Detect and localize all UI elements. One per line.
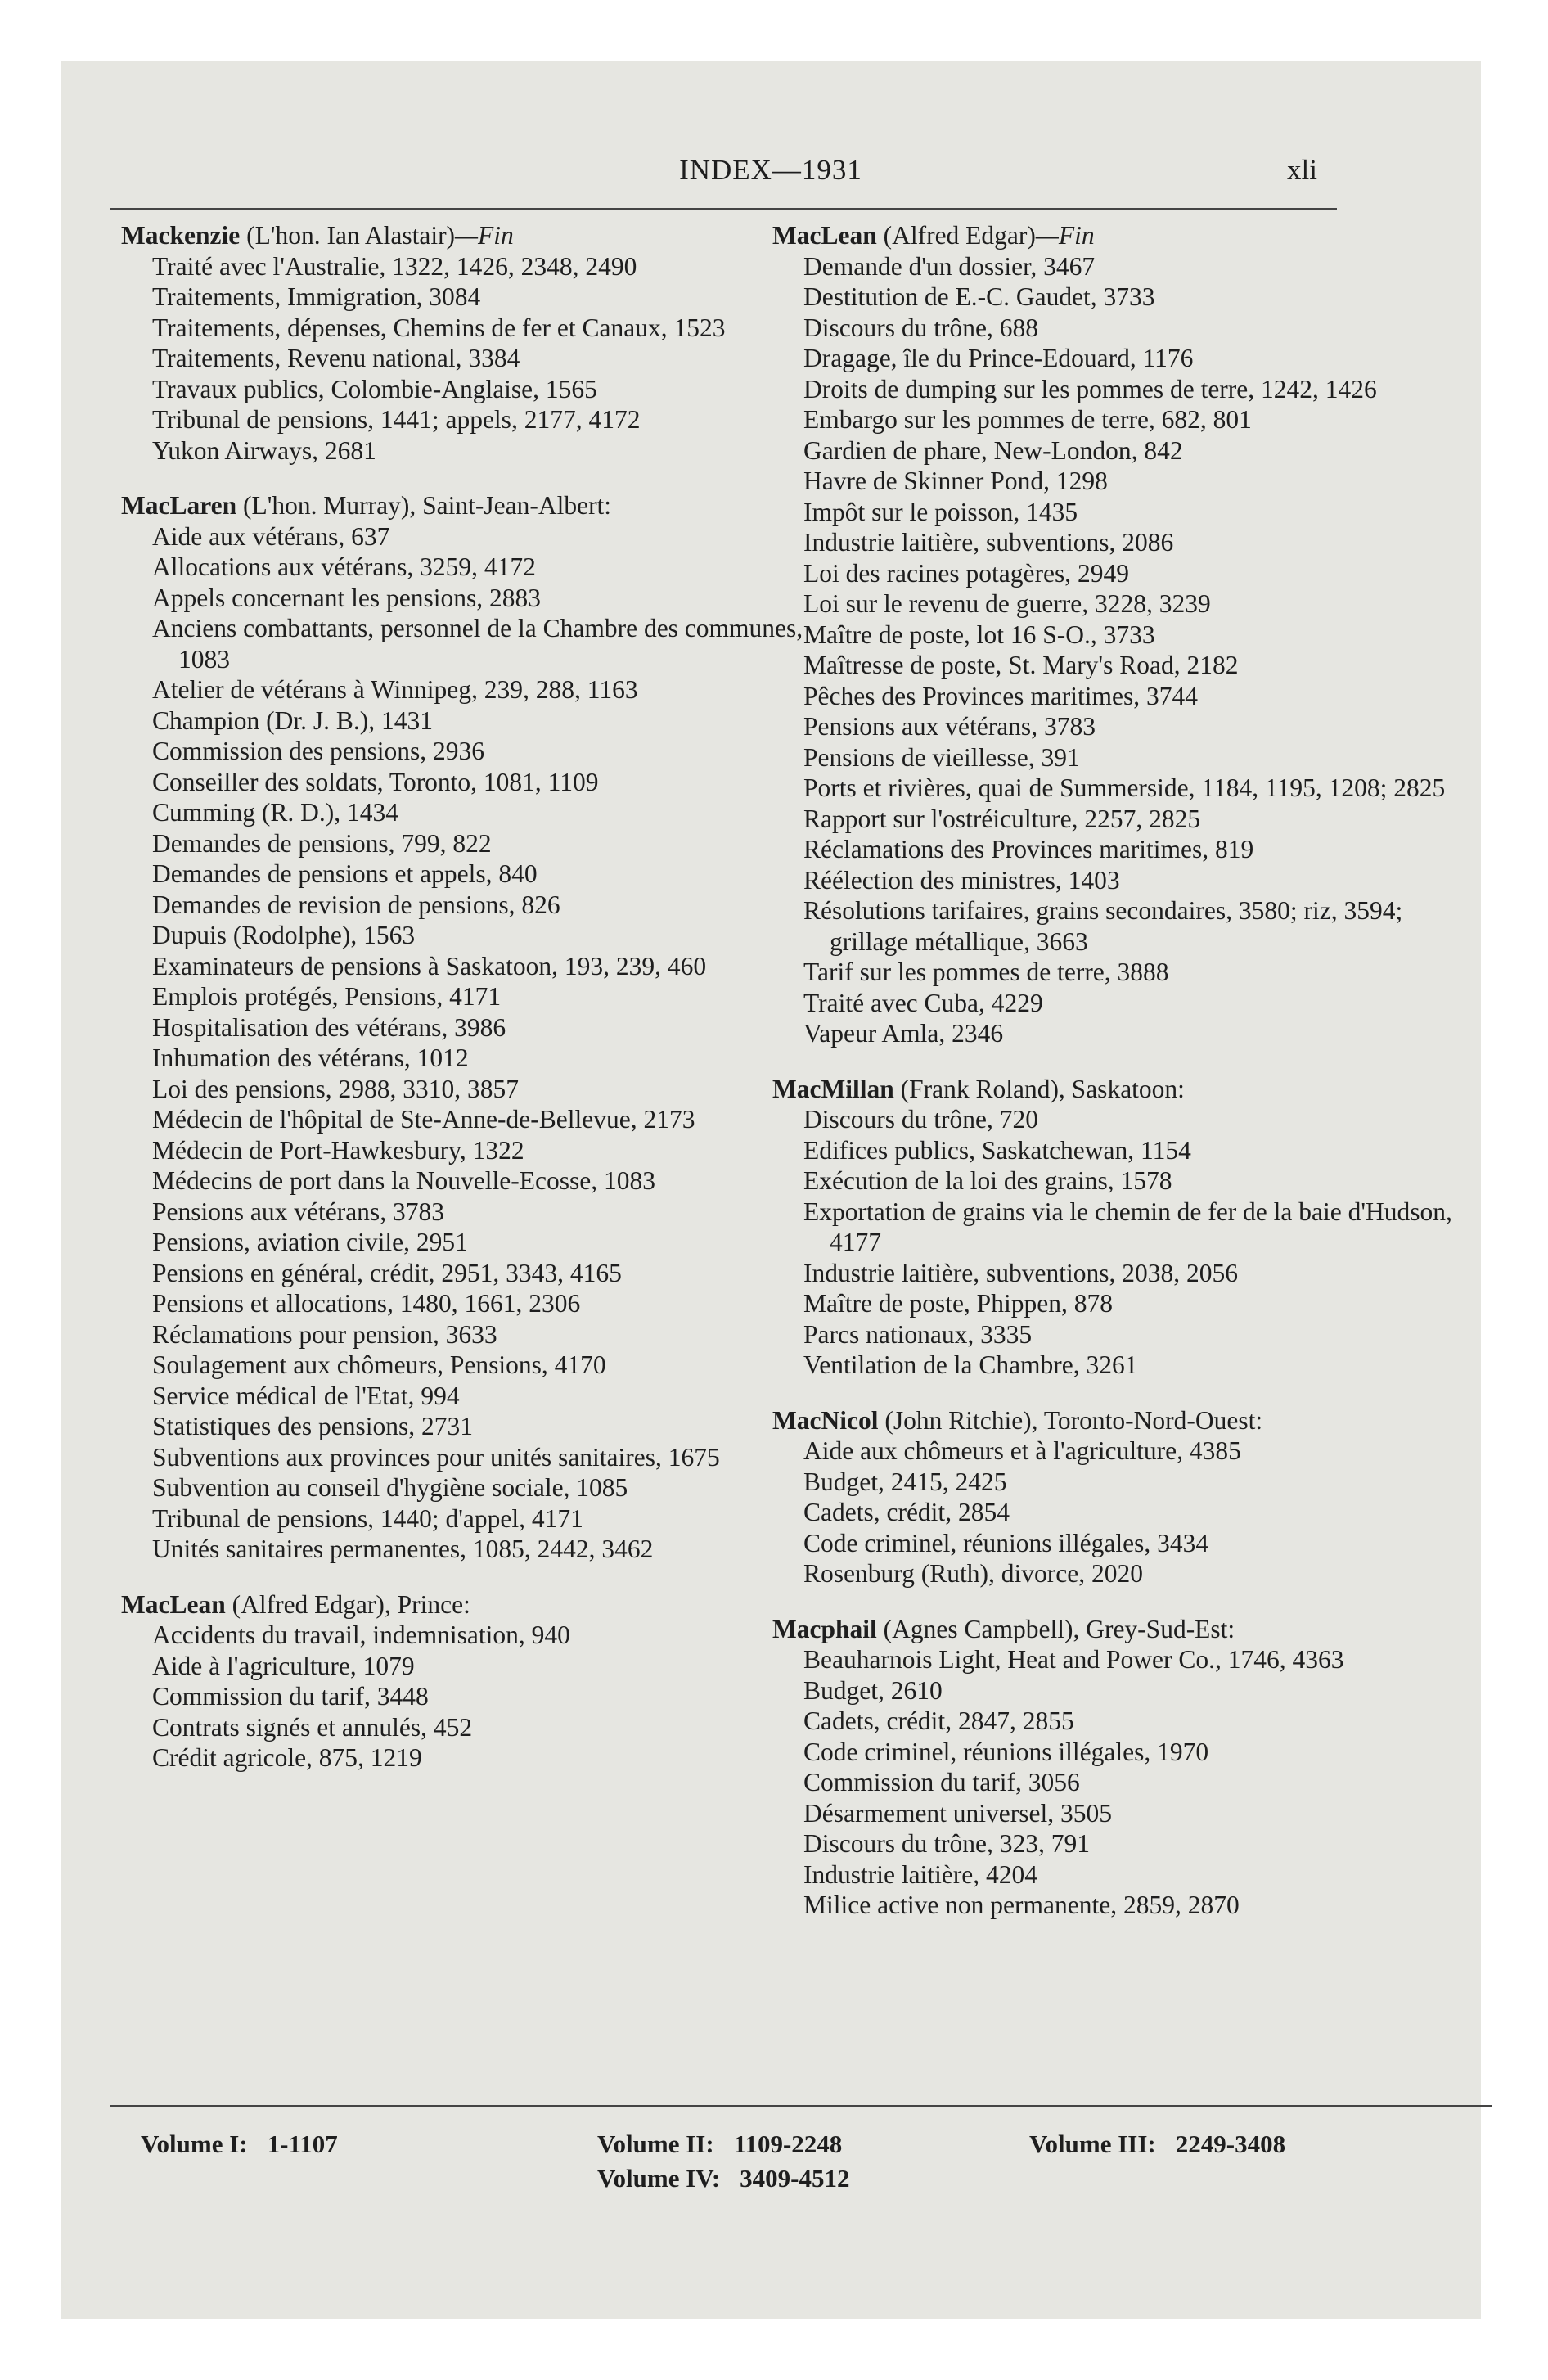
index-entry — [772, 1614, 1461, 1921]
subject-item: Parcs nationaux, 3335 — [803, 1319, 1033, 1349]
subject-item: Pensions aux vétérans, 3783 — [152, 1197, 444, 1226]
subject-item: Crédit agricole, 875, 1219 — [152, 1743, 422, 1772]
subject-item: Traité avec l'Australie, 1322, 1426, 2348, 2490 — [152, 251, 637, 281]
subject-item: Commission du tarif, 3056 — [803, 1768, 1080, 1796]
subject-item: Code criminel, réunions illégales, 3434 — [803, 1528, 1209, 1557]
volume-3-range — [1029, 2130, 1285, 2159]
subject-item: Rapport sur l'ostréiculture, 2257, 2825 — [803, 804, 1201, 833]
member-details: (Frank Roland), Saskatoon: — [893, 1074, 1185, 1103]
volume-label: Volume IV: — [597, 2164, 721, 2193]
subject-list — [772, 251, 1461, 1049]
subject-item: Milice active non permanente, 2859, 2870 — [803, 1891, 1240, 1919]
subject-list — [772, 1436, 1461, 1589]
subject-item: Havre de Skinner Pond, 1298 — [803, 467, 1108, 495]
subject-item: Traité avec Cuba, 4229 — [803, 988, 1043, 1017]
index-entry — [121, 1589, 808, 1774]
subject-item: Cumming (R. D.), 1434 — [152, 798, 399, 827]
subject-item: Maître de poste, Phippen, 878 — [803, 1289, 1113, 1318]
subject-item: Exécution de la loi des grains, 1578 — [803, 1166, 1172, 1195]
subject-item: Cadets, crédit, 2847, 2855 — [803, 1706, 1074, 1735]
subject-item: Demandes de pensions, 799, 822 — [152, 828, 492, 858]
subject-item: Subvention au conseil d'hygiène sociale, 1085 — [152, 1473, 628, 1502]
subject-item: Exportation de grains via le chemin de fer de la baie d'Hudson, 4177 — [803, 1197, 1452, 1256]
subject-item: Hospitalisation des vétérans, 3986 — [152, 1012, 506, 1042]
member-surname: MacLean — [121, 1589, 226, 1619]
entry-heading — [772, 1405, 1461, 1436]
running-head — [61, 154, 1481, 195]
index-entry — [772, 220, 1461, 1049]
subject-item: Médecin de l'hôpital de Ste-Anne-de-Bellevue, 2173 — [152, 1105, 695, 1134]
subject-item: Subventions aux provinces pour unités sanitaires, 1675 — [152, 1442, 720, 1472]
entry-heading — [121, 490, 808, 521]
volume-pages: 1109-2248 — [733, 2130, 843, 2158]
volume-pages: 1-1107 — [267, 2130, 338, 2158]
subject-item: Yukon Airways, 2681 — [152, 435, 376, 465]
index-entry — [772, 1405, 1461, 1589]
member-details: (Alfred Edgar) — [876, 221, 1036, 250]
subject-item: Réclamations pour pension, 3633 — [152, 1319, 497, 1349]
entry-heading — [772, 1074, 1461, 1105]
continuation-mark: —Fin — [455, 221, 514, 250]
subject-item: Loi des racines potagères, 2949 — [803, 558, 1129, 588]
volume-pages: 3409-4512 — [740, 2164, 850, 2193]
subject-item: Discours du trône, 720 — [803, 1105, 1038, 1134]
subject-item: Demandes de revision de pensions, 826 — [152, 890, 560, 919]
entry-heading — [772, 220, 1461, 251]
subject-item: Statistiques des pensions, 2731 — [152, 1412, 473, 1440]
header-rule — [110, 208, 1337, 210]
subject-item: Loi sur le revenu de guerre, 3228, 3239 — [803, 589, 1211, 618]
member-surname: MacLean — [772, 221, 877, 250]
subject-item: Beauharnois Light, Heat and Power Co., 1746, 4363 — [803, 1645, 1344, 1674]
subject-item: Dupuis (Rodolphe), 1563 — [152, 921, 416, 949]
subject-item: Tarif sur les pommes de terre, 3888 — [803, 958, 1169, 986]
subject-item: Tribunal de pensions, 1441; appels, 2177, 4172 — [152, 405, 641, 434]
subject-item: Unités sanitaires permanentes, 1085, 2442, 3462 — [152, 1535, 654, 1563]
subject-list — [772, 1644, 1461, 1921]
right-column — [772, 220, 1461, 1945]
left-column — [121, 220, 808, 1798]
subject-item: Aide aux vétérans, 637 — [152, 521, 390, 551]
page-number: xli — [1287, 154, 1317, 186]
subject-item: Demandes de pensions et appels, 840 — [152, 859, 538, 888]
subject-item: Aide à l'agriculture, 1079 — [152, 1651, 415, 1680]
subject-item: Inhumation des vétérans, 1012 — [152, 1044, 469, 1072]
subject-item: Code criminel, réunions illégales, 1970 — [803, 1737, 1209, 1766]
subject-item: Aide aux chômeurs et à l'agriculture, 4385 — [803, 1436, 1241, 1465]
volume-4-range — [597, 2164, 849, 2193]
subject-item: Ports et rivières, quai de Summerside, 1184, 1195, 1208; 2825 — [803, 773, 1446, 802]
index-entry — [772, 1074, 1461, 1381]
subject-list — [772, 1104, 1461, 1381]
page-title: INDEX—1931 — [679, 154, 862, 186]
subject-item: Contrats signés et annulés, 452 — [152, 1712, 473, 1742]
subject-item: Cadets, crédit, 2854 — [803, 1498, 1010, 1526]
subject-item: Vapeur Amla, 2346 — [803, 1019, 1004, 1048]
subject-item: Pensions en général, crédit, 2951, 3343, 4165 — [152, 1258, 622, 1287]
subject-item: Industrie laitière, 4204 — [803, 1859, 1038, 1889]
volume-label: Volume II: — [597, 2130, 714, 2158]
subject-item: Commission des pensions, 2936 — [152, 737, 485, 765]
member-details: (L'hon. Murray), Saint-Jean-Albert: — [236, 491, 612, 520]
subject-item: Demande d'un dossier, 3467 — [803, 251, 1096, 281]
subject-item: Traitements, Revenu national, 3384 — [152, 344, 520, 372]
index-page — [61, 61, 1481, 2319]
subject-item: Pensions et allocations, 1480, 1661, 2306 — [152, 1289, 581, 1318]
subject-item: Impôt sur le poisson, 1435 — [803, 497, 1078, 526]
subject-item: Ventilation de la Chambre, 3261 — [803, 1350, 1138, 1379]
member-surname: Mackenzie — [121, 221, 241, 250]
subject-item: Résolutions tarifaires, grains secondaires, 3580; riz, 3594; grillage métallique, 3663 — [803, 896, 1403, 956]
member-details: (Alfred Edgar), Prince: — [225, 1589, 470, 1619]
subject-item: Pensions, aviation civile, 2951 — [152, 1228, 468, 1256]
volume-2-range — [597, 2130, 842, 2159]
subject-item: Emplois protégés, Pensions, 4171 — [152, 982, 502, 1011]
subject-item: Rosenburg (Ruth), divorce, 2020 — [803, 1559, 1143, 1588]
index-entry — [121, 490, 808, 1565]
subject-item: Tribunal de pensions, 1440; d'appel, 4171 — [152, 1503, 583, 1533]
entry-heading — [121, 220, 808, 251]
subject-item: Dragage, île du Prince-Edouard, 1176 — [803, 344, 1194, 372]
subject-item: Maîtresse de poste, St. Mary's Road, 2182 — [803, 651, 1239, 679]
subject-item: Travaux publics, Colombie-Anglaise, 1565 — [152, 374, 597, 403]
member-surname: MacNicol — [772, 1405, 879, 1435]
entry-heading — [121, 1589, 808, 1620]
subject-item: Atelier de vétérans à Winnipeg, 239, 288, 1163 — [152, 675, 638, 704]
subject-item: Service médical de l'Etat, 994 — [152, 1381, 460, 1410]
subject-item: Discours du trône, 323, 791 — [803, 1829, 1090, 1858]
member-surname: Macphail — [772, 1614, 877, 1643]
subject-item: Industrie laitière, subventions, 2038, 2056 — [803, 1258, 1239, 1287]
subject-item: Gardien de phare, New-London, 842 — [803, 435, 1183, 465]
subject-list — [121, 251, 808, 467]
subject-item: Budget, 2610 — [803, 1675, 943, 1705]
subject-item: Edifices publics, Saskatchewan, 1154 — [803, 1135, 1191, 1165]
subject-item: Réélection des ministres, 1403 — [803, 865, 1120, 895]
subject-item: Conseiller des soldats, Toronto, 1081, 1109 — [152, 767, 599, 796]
subject-item: Commission du tarif, 3448 — [152, 1682, 429, 1711]
entry-heading — [772, 1614, 1461, 1645]
subject-item: Réclamations des Provinces maritimes, 819 — [803, 835, 1254, 863]
subject-item: Champion (Dr. J. B.), 1431 — [152, 705, 433, 735]
subject-item: Loi des pensions, 2988, 3310, 3857 — [152, 1074, 519, 1103]
subject-item: Appels concernant les pensions, 2883 — [152, 583, 542, 612]
subject-item: Industrie laitière, subventions, 2086 — [803, 528, 1174, 557]
volume-label: Volume I: — [141, 2130, 248, 2158]
subject-item: Désarmement universel, 3505 — [803, 1798, 1113, 1828]
subject-list — [121, 521, 808, 1565]
subject-item: Anciens combattants, personnel de la Chambre des communes, 1083 — [152, 614, 803, 674]
footer-rule — [110, 2105, 1492, 2107]
member-details: (Agnes Campbell), Grey-Sud-Est: — [876, 1614, 1235, 1643]
volume-1-range — [141, 2130, 338, 2159]
index-entry — [121, 220, 808, 466]
subject-item: Médecin de Port-Hawkesbury, 1322 — [152, 1135, 524, 1165]
subject-item: Accidents du travail, indemnisation, 940 — [152, 1620, 570, 1649]
subject-list — [121, 1620, 808, 1774]
member-surname: MacLaren — [121, 491, 237, 520]
subject-item: Pêches des Provinces maritimes, 3744 — [803, 681, 1199, 710]
subject-item: Droits de dumping sur les pommes de terre, 1242, 1426 — [803, 374, 1377, 403]
subject-item: Destitution de E.-C. Gaudet, 3733 — [803, 282, 1155, 311]
subject-item: Maître de poste, lot 16 S-O., 3733 — [803, 620, 1155, 649]
subject-item: Soulagement aux chômeurs, Pensions, 4170 — [152, 1350, 606, 1379]
member-details: (John Ritchie), Toronto-Nord-Ouest: — [878, 1405, 1263, 1435]
subject-item: Budget, 2415, 2425 — [803, 1467, 1007, 1496]
subject-item: Traitements, dépenses, Chemins de fer et Canaux, 1523 — [152, 313, 726, 342]
member-details: (L'hon. Ian Alastair) — [240, 221, 456, 250]
continuation-mark: —Fin — [1035, 221, 1095, 250]
volume-pages: 2249-3408 — [1175, 2130, 1286, 2158]
subject-item: Embargo sur les pommes de terre, 682, 801 — [803, 405, 1252, 434]
subject-item: Pensions de vieillesse, 391 — [803, 742, 1080, 772]
volume-label: Volume III: — [1029, 2130, 1156, 2158]
subject-item: Médecins de port dans la Nouvelle-Ecosse, 1083 — [152, 1166, 655, 1195]
member-surname: MacMillan — [772, 1074, 894, 1103]
subject-item: Discours du trône, 688 — [803, 313, 1038, 342]
subject-item: Examinateurs de pensions à Saskatoon, 193, 239, 460 — [152, 951, 707, 980]
subject-item: Traitements, Immigration, 3084 — [152, 282, 481, 311]
subject-item: Pensions aux vétérans, 3783 — [803, 712, 1096, 741]
subject-item: Allocations aux vétérans, 3259, 4172 — [152, 552, 536, 581]
